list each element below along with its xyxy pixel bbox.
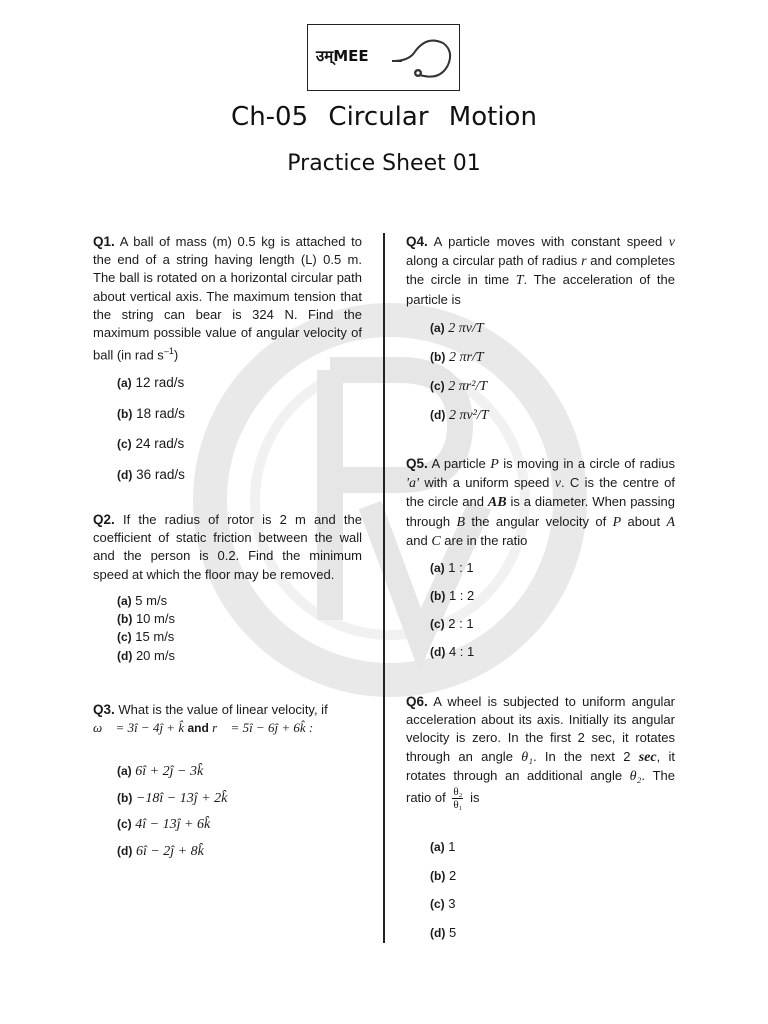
option-d[interactable] (117, 460, 185, 491)
option-label: (a) (117, 376, 132, 390)
option-text: 36 rad/s (136, 466, 185, 482)
option-label: (c) (117, 630, 132, 645)
option-label: (a) (430, 321, 445, 335)
math-a: 'a' (406, 476, 419, 492)
question-number: Q3. (93, 702, 115, 717)
question-number: Q2. (93, 512, 115, 527)
r-equation: r⃗ = 5î − 6ĵ + 6k̂ : (212, 720, 314, 736)
question-number: Q4. (406, 234, 428, 249)
option-text: 2 (448, 867, 457, 883)
option-c[interactable] (117, 628, 175, 646)
option-text: 2 πv²/T (448, 408, 489, 423)
option-d[interactable] (430, 638, 474, 666)
option-c[interactable] (117, 811, 227, 838)
question-text: and completes the circle in time (406, 253, 675, 288)
question-3 (93, 701, 362, 737)
option-a[interactable] (117, 758, 227, 785)
question-text: is a diameter. When passing through (406, 494, 675, 529)
option-label: (a) (430, 561, 445, 575)
option-label: (c) (117, 817, 132, 831)
option-a[interactable] (430, 833, 456, 862)
option-label: (b) (430, 868, 446, 883)
option-d[interactable] (430, 401, 489, 430)
question-text-end: ) (173, 347, 179, 363)
option-label: (c) (430, 379, 445, 393)
option-text: 12 rad/s (135, 375, 185, 390)
option-label: (d) (430, 408, 446, 422)
option-b[interactable] (430, 862, 456, 891)
q6-options (430, 833, 456, 947)
math-theta2: θ₂ (629, 768, 642, 784)
option-text: 2 πr/T (448, 350, 484, 365)
math-ab: AB (487, 495, 507, 511)
question-text: about (621, 513, 667, 529)
question-text: , it rotates through an additional angle (406, 748, 676, 783)
question-text: is moving in a circle of radius (498, 456, 675, 471)
question-text: A particle (431, 456, 491, 471)
question-text: A wheel is subjected to uniform angular acceleration about its axis. Initially its angular velocity is zero. In the first 2 sec, it rotates through an angle (406, 694, 676, 764)
q4-options (430, 314, 489, 430)
option-label: (d) (117, 648, 133, 663)
option-text: 6î − 2ĵ + 8k̂ (135, 843, 204, 859)
option-label: (c) (430, 617, 445, 631)
math-p: P (612, 514, 622, 530)
question-text: If the radius of rotor is 2 m and the coefficient of static friction between the wall and the person is 0.2. Find the minimum speed at which the floor may be removed. (93, 512, 362, 582)
math-p: P (490, 457, 499, 472)
fraction-denominator: θ₁ (453, 799, 463, 812)
option-text: 15 m/s (135, 629, 175, 645)
math-b: B (456, 514, 466, 530)
option-c[interactable] (430, 890, 456, 919)
option-label: (d) (117, 467, 133, 482)
question-text: . The ratio of (406, 767, 675, 805)
question-text: A particle moves with constant speed (433, 234, 669, 249)
question-text: are in the ratio (440, 532, 528, 548)
math-theta1: θ₁ (521, 749, 533, 765)
question-2 (93, 511, 362, 584)
question-4 (406, 233, 675, 309)
question-text: What is the value of linear velocity, if (118, 702, 328, 717)
option-text: 1 : 1 (448, 560, 474, 575)
option-label: (d) (430, 645, 446, 659)
option-label: (b) (117, 612, 133, 627)
superscript: –1 (163, 346, 174, 357)
option-d[interactable] (430, 919, 456, 948)
question-text: along a circular path of radius (406, 253, 582, 269)
option-text: −18î − 13ĵ + 2k̂ (135, 790, 228, 806)
option-text: 1 : 2 (448, 588, 475, 603)
option-text: 24 rad/s (135, 436, 185, 451)
option-label: (c) (430, 897, 445, 911)
question-text: . In the next 2 (532, 748, 639, 764)
question-text: . The acceleration of the particle is (406, 272, 675, 307)
option-label: (b) (117, 406, 133, 421)
option-label: (a) (117, 764, 132, 778)
and-text: and (184, 721, 213, 736)
question-number: Q5. (406, 456, 428, 471)
option-text: 20 m/s (135, 647, 175, 663)
option-text: 2 πv/T (448, 321, 484, 336)
question-number: Q1. (93, 234, 115, 249)
option-d[interactable] (117, 838, 227, 865)
option-b[interactable] (430, 582, 474, 610)
option-a[interactable] (430, 314, 489, 343)
option-label: (a) (117, 594, 132, 608)
option-label: (b) (117, 790, 133, 805)
column-divider (383, 233, 385, 943)
question-text: with a uniform speed (419, 475, 555, 491)
omega-equation: ω⃗ = 3î − 4ĵ + k̂ (93, 720, 185, 736)
option-text: 10 m/s (135, 611, 175, 627)
option-label: (c) (117, 437, 132, 451)
option-c[interactable] (117, 429, 185, 460)
option-label: (b) (430, 350, 446, 364)
option-text: 3 (448, 896, 456, 911)
option-label: (b) (430, 589, 446, 603)
q1-options (117, 368, 185, 490)
question-6 (406, 693, 675, 811)
option-text: 2 πr²/T (448, 379, 488, 394)
option-text: 4 : 1 (448, 644, 475, 659)
option-d[interactable] (117, 647, 175, 665)
option-text: 5 m/s (135, 593, 168, 608)
option-label: (d) (430, 925, 446, 940)
question-number: Q6. (406, 694, 428, 709)
option-label: (d) (117, 843, 133, 858)
question-text: the angular velocity of (465, 513, 613, 529)
theta-ratio-fraction (452, 786, 463, 811)
math-a-point: A (666, 514, 675, 530)
logo-text: उम्MEE (316, 47, 369, 65)
sheet-subtitle: Practice Sheet 01 (287, 151, 481, 176)
question-text: A ball of mass (m) 0.5 kg is attached to the end of a string having length (L) 0.5 m. The ball is rotated on a horizontal circular path about vertical axis. The maximum tension that the string can bear is 324 N. Find the maximum possible value of angular velocity of ball (in rad s (93, 234, 362, 363)
question-text: . C is the centre of the circle and (406, 475, 675, 510)
option-b[interactable] (117, 610, 175, 628)
option-c[interactable] (430, 372, 489, 401)
question-1 (93, 233, 362, 365)
q5-options (430, 554, 474, 666)
fraction-numerator: θ₂ (453, 786, 463, 799)
option-text: 18 rad/s (136, 405, 185, 421)
option-text: 1 (448, 839, 456, 854)
option-label: (a) (430, 840, 445, 854)
question-text: and (406, 532, 432, 548)
math-v: v (668, 235, 675, 250)
chapter-title: Ch-05 Circular Motion (231, 102, 537, 132)
option-a[interactable] (430, 554, 474, 582)
question-5 (406, 455, 675, 551)
option-text: 5 (448, 924, 457, 940)
option-text: 6î + 2ĵ − 3k̂ (135, 764, 204, 779)
math-v: v (554, 476, 561, 492)
math-r: r (581, 254, 587, 270)
question-text: is (466, 789, 480, 805)
option-b[interactable] (117, 399, 185, 430)
option-c[interactable] (430, 610, 474, 638)
option-b[interactable] (430, 343, 489, 372)
q3-options (117, 758, 227, 864)
q2-options (117, 592, 175, 665)
math-c: C (431, 533, 441, 549)
math-t: T (515, 273, 524, 289)
math-sec: sec (638, 749, 657, 765)
option-b[interactable] (117, 785, 227, 812)
ummeed-logo (307, 24, 460, 91)
option-a[interactable] (117, 592, 175, 610)
option-text: 2 : 1 (448, 616, 474, 631)
option-text: 4î − 13ĵ + 6k̂ (135, 817, 211, 832)
option-a[interactable] (117, 368, 185, 399)
